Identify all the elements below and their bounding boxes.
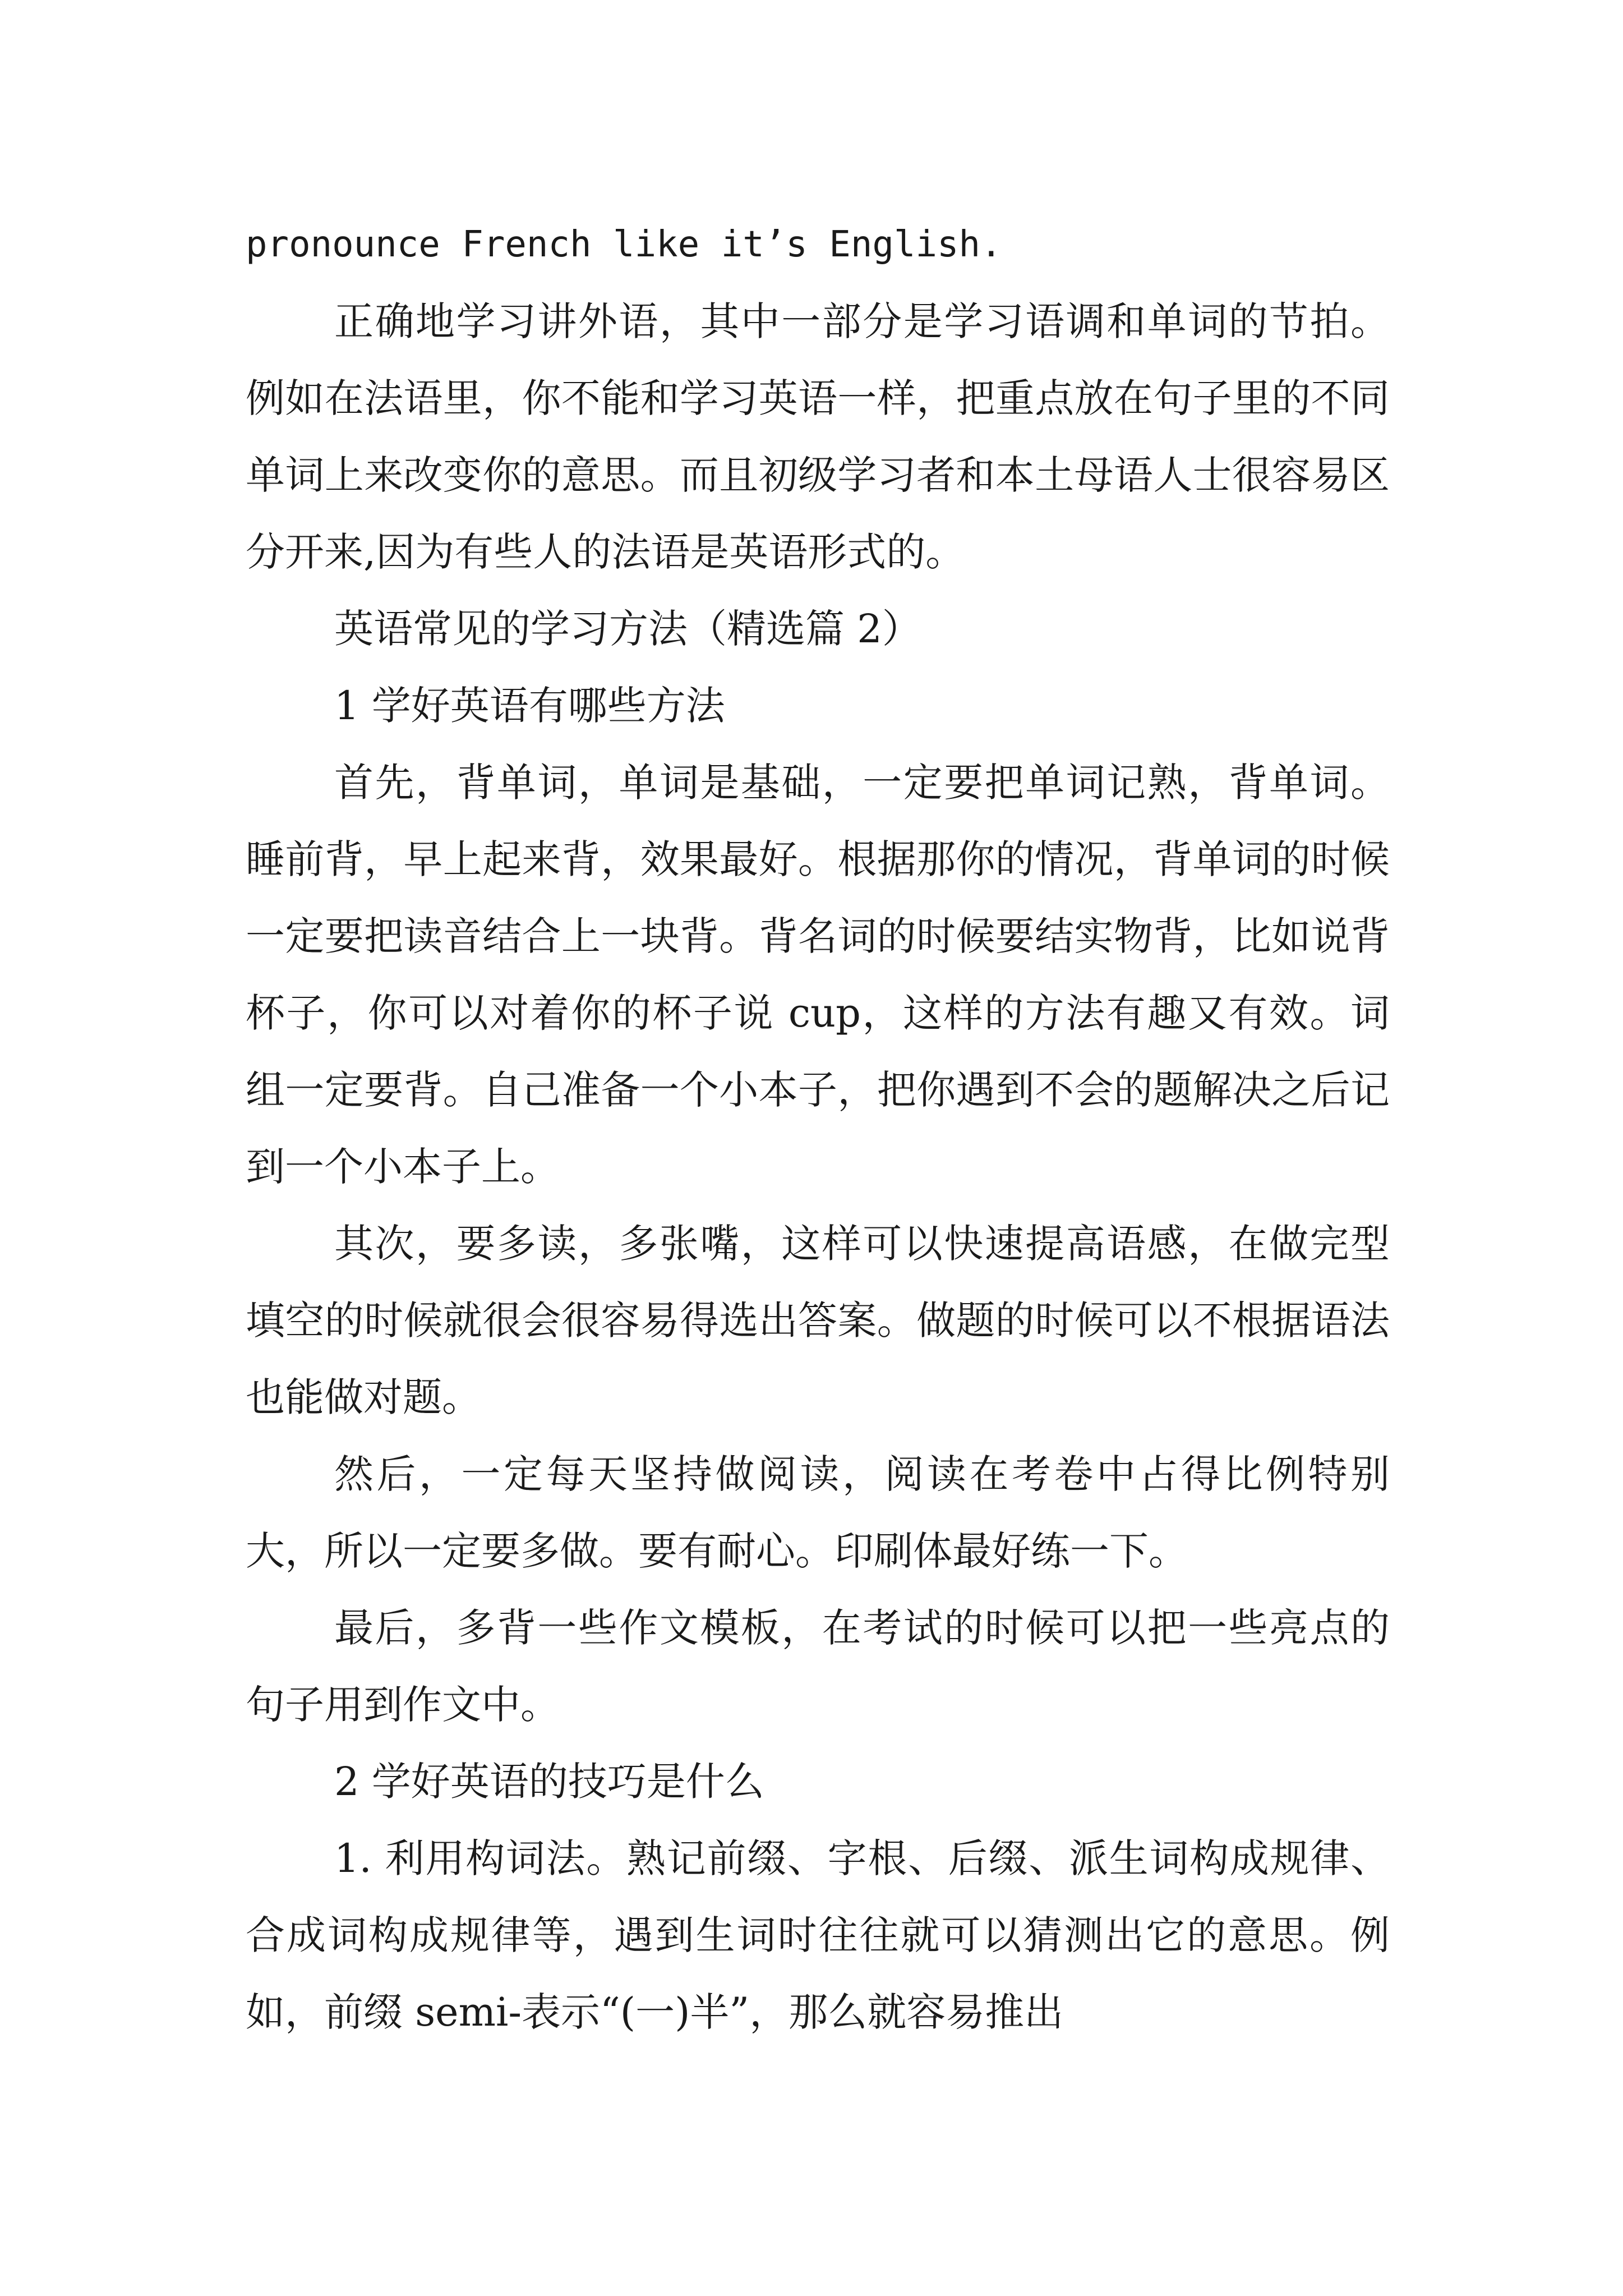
paragraph-then: 然后，一定每天坚持做阅读，阅读在考卷中占得比例特别大，所以一定要多做。要有耐心。印刷体最好练一下。 bbox=[246, 1451, 1390, 1574]
paragraph-second: 其次，要多读，多张嘴，这样可以快速提高语感，在做完型填空的时候就很会很容易得选出答案。做题的时候可以不根据语法也能做对题。 bbox=[246, 1221, 1390, 1420]
paragraph-word-formation: 1. 利用构词法。熟记前缀、字根、后缀、派生词构成规律、合成词构成规律等，遇到生词时往往就可以猜测出它的意思。例如，前缀 semi-表示“(一)半”，那么就容易推出 bbox=[246, 1835, 1390, 2035]
paragraph-intonation: 正确地学习讲外语，其中一部分是学习语调和单词的节拍。例如在法语里，你不能和学习英语一样，把重点放在句子里的不同单词上来改变你的意思。而且初级学习者和本土母语人士很容易区分开来,因为有些人的法语是英语形式的。 bbox=[246, 298, 1390, 575]
paragraph-first: 首先，背单词，单词是基础，一定要把单词记熟，背单词。睡前背，早上起来背，效果最好。根据那你的情况，背单词的时候一定要把读音结合上一块背。背名词的时候要结实物背，比如说背杯子，你可以对着你的杯子说 cup，这样的方法有趣又有效。词组一定要背。自己准备一个小本子，把你遇到不会的题解决之后记到一个小本子上。 bbox=[246, 760, 1390, 1190]
paragraph-finally: 最后，多背一些作文模板，在考试的时候可以把一些亮点的句子用到作文中。 bbox=[246, 1605, 1390, 1728]
section-title: 英语常见的学习方法（精选篇 2） bbox=[334, 606, 921, 652]
subheading-techniques: 2 学好英语的技巧是什么 bbox=[334, 1759, 764, 1805]
paragraph-continuation: pronounce French like it’s English. bbox=[246, 224, 1002, 265]
document-body bbox=[246, 206, 1390, 2051]
subheading-methods: 1 学好英语有哪些方法 bbox=[334, 683, 725, 729]
